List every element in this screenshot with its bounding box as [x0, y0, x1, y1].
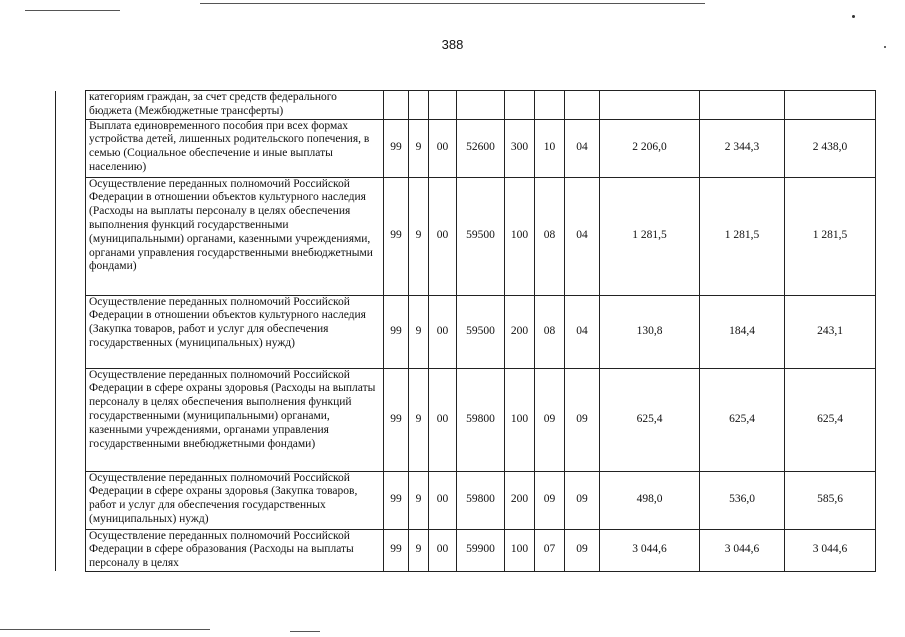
- code-cell: 09: [565, 368, 600, 471]
- expense-name-cell: Осуществление переданных полномочий Российской Федерации в сфере охраны здоровья (Расходы на выплаты персоналу в целях обеспечения выполнения функций государственными (муниципальными) органами, казенными учреждениями, органами управления государственными внебюджетными фондами): [86, 368, 384, 471]
- code-cell: [457, 91, 505, 120]
- code-cell: 09: [565, 471, 600, 529]
- index-cell: [56, 368, 86, 471]
- table-row: [56, 91, 876, 120]
- expense-name-cell: категориям граждан, за счет средств федерального бюджета (Межбюджетные трансферты): [86, 91, 384, 120]
- code-cell: 52600: [457, 119, 505, 177]
- code-cell: 99: [384, 295, 409, 368]
- amount-cell: 536,0: [700, 471, 785, 529]
- code-cell: 59500: [457, 295, 505, 368]
- code-cell: 59900: [457, 529, 505, 571]
- index-cell: [56, 529, 86, 571]
- code-cell: 99: [384, 177, 409, 295]
- amount-cell: 625,4: [785, 368, 876, 471]
- expense-name-cell: Осуществление переданных полномочий Российской Федерации в отношении объектов культурного наследия (Закупка товаров, работ и услуг для обеспечения государственных (муниципальных) нужд): [86, 295, 384, 368]
- code-cell: 10: [535, 119, 565, 177]
- code-cell: 59800: [457, 471, 505, 529]
- code-cell: 9: [409, 471, 429, 529]
- amount-cell: 184,4: [700, 295, 785, 368]
- code-cell: 99: [384, 368, 409, 471]
- amount-cell: 3 044,6: [785, 529, 876, 571]
- code-cell: 00: [429, 368, 457, 471]
- code-cell: 00: [429, 529, 457, 571]
- table-row: [56, 368, 876, 471]
- code-cell: 9: [409, 368, 429, 471]
- code-cell: 9: [409, 177, 429, 295]
- expense-name-cell: Осуществление переданных полномочий Российской Федерации в отношении объектов культурного наследия (Расходы на выплаты персоналу в целях обеспечения выполнения функций государственными (муниципальными) органами, казенными учреждениями, органами управления государственными внебюджетными фондами): [86, 177, 384, 295]
- code-cell: 00: [429, 471, 457, 529]
- code-cell: 09: [535, 368, 565, 471]
- code-cell: [565, 91, 600, 120]
- index-cell: [56, 119, 86, 177]
- scan-artifact-top-line: [200, 3, 705, 4]
- code-cell: 100: [505, 529, 535, 571]
- code-cell: 09: [565, 529, 600, 571]
- code-cell: [535, 91, 565, 120]
- code-cell: 04: [565, 119, 600, 177]
- amount-cell: [600, 91, 700, 120]
- code-cell: 99: [384, 529, 409, 571]
- amount-cell: 2 206,0: [600, 119, 700, 177]
- code-cell: [429, 91, 457, 120]
- scan-artifact-dot: [852, 15, 855, 18]
- code-cell: 08: [535, 177, 565, 295]
- amount-cell: 2 438,0: [785, 119, 876, 177]
- scan-artifact-bottom-line-2: [290, 631, 320, 632]
- table-row: [56, 471, 876, 529]
- expense-name-cell: Осуществление переданных полномочий Российской Федерации в сфере охраны здоровья (Закупка товаров, работ и услуг для обеспечения государственных (муниципальных) нужд): [86, 471, 384, 529]
- index-cell: [56, 177, 86, 295]
- amount-cell: 243,1: [785, 295, 876, 368]
- index-cell: [56, 471, 86, 529]
- code-cell: 9: [409, 119, 429, 177]
- amount-cell: 1 281,5: [785, 177, 876, 295]
- amount-cell: 130,8: [600, 295, 700, 368]
- code-cell: 100: [505, 368, 535, 471]
- code-cell: [384, 91, 409, 120]
- amount-cell: [700, 91, 785, 120]
- amount-cell: 3 044,6: [600, 529, 700, 571]
- code-cell: 59500: [457, 177, 505, 295]
- code-cell: 200: [505, 471, 535, 529]
- code-cell: 07: [535, 529, 565, 571]
- code-cell: 99: [384, 471, 409, 529]
- code-cell: [505, 91, 535, 120]
- amount-cell: 625,4: [700, 368, 785, 471]
- page-number: 388: [441, 37, 464, 52]
- expense-name-cell: Осуществление переданных полномочий Российской Федерации в сфере образования (Расходы на выплаты персоналу в целях: [86, 529, 384, 571]
- amount-cell: 1 281,5: [600, 177, 700, 295]
- amount-cell: 625,4: [600, 368, 700, 471]
- code-cell: 00: [429, 119, 457, 177]
- code-cell: 09: [535, 471, 565, 529]
- code-cell: 00: [429, 177, 457, 295]
- scan-artifact-bottom-line: [0, 629, 210, 630]
- amount-cell: 1 281,5: [700, 177, 785, 295]
- table-row: [56, 529, 876, 571]
- budget-table: [55, 90, 876, 572]
- code-cell: 300: [505, 119, 535, 177]
- code-cell: 9: [409, 295, 429, 368]
- amount-cell: [785, 91, 876, 120]
- amount-cell: 585,6: [785, 471, 876, 529]
- amount-cell: 498,0: [600, 471, 700, 529]
- index-cell: [56, 91, 86, 120]
- code-cell: 100: [505, 177, 535, 295]
- code-cell: 04: [565, 177, 600, 295]
- table-row: [56, 177, 876, 295]
- amount-cell: 2 344,3: [700, 119, 785, 177]
- code-cell: 99: [384, 119, 409, 177]
- index-cell: [56, 295, 86, 368]
- table-row: [56, 295, 876, 368]
- code-cell: 04: [565, 295, 600, 368]
- code-cell: 00: [429, 295, 457, 368]
- code-cell: 08: [535, 295, 565, 368]
- code-cell: 9: [409, 529, 429, 571]
- code-cell: 200: [505, 295, 535, 368]
- expense-name-cell: Выплата единовременного пособия при всех формах устройства детей, лишенных родительского попечения, в семью (Социальное обеспечение и иные выплаты населению): [86, 119, 384, 177]
- code-cell: 59800: [457, 368, 505, 471]
- scan-artifact-top-left-line: [25, 10, 120, 11]
- amount-cell: 3 044,6: [700, 529, 785, 571]
- code-cell: [409, 91, 429, 120]
- table-row: [56, 119, 876, 177]
